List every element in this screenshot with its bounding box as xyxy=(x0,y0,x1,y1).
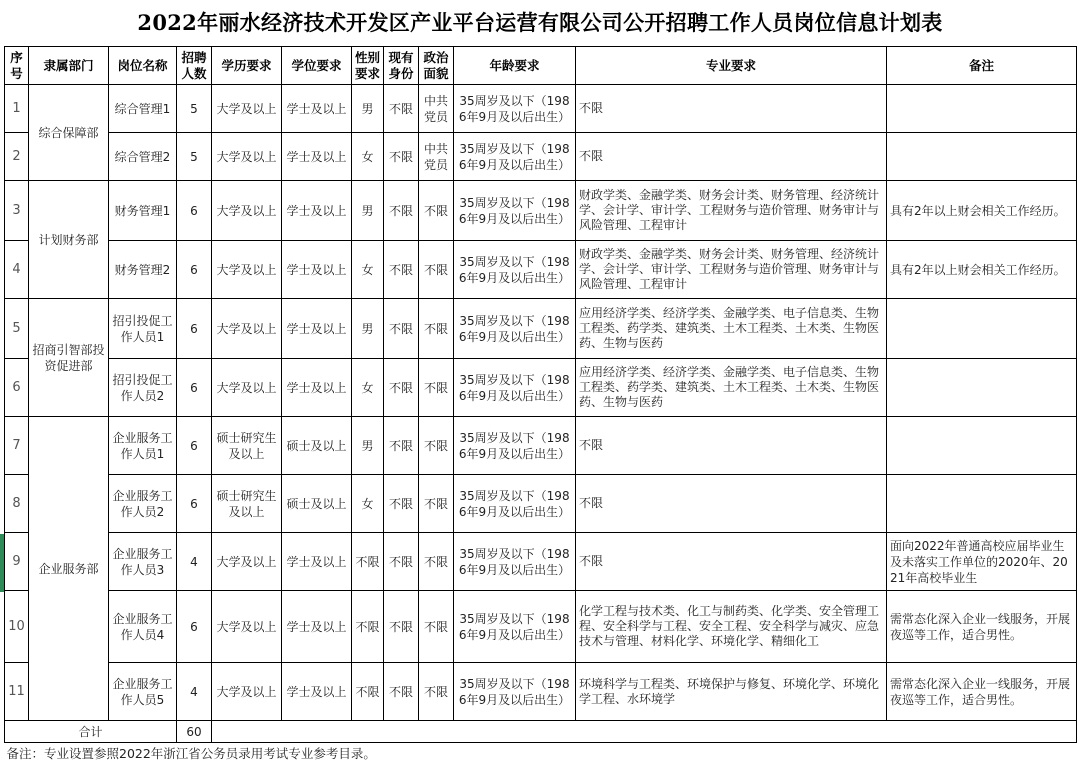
cell-position: 企业服务工作人员5 xyxy=(109,663,177,721)
cell-dept: 招商引智部投资促进部 xyxy=(29,299,109,417)
cell-degree: 学士及以上 xyxy=(282,133,352,181)
table-row xyxy=(5,85,1077,133)
cell-education: 硕士研究生及以上 xyxy=(212,475,282,533)
cell-political: 不限 xyxy=(419,359,454,417)
header-count: 招聘人数 xyxy=(177,47,212,85)
cell-status: 不限 xyxy=(384,359,419,417)
cell-position: 综合管理1 xyxy=(109,85,177,133)
header-education: 学历要求 xyxy=(212,47,282,85)
cell-major: 环境科学与工程类、环境保护与修复、环境化学、环境化学工程、水环境学 xyxy=(576,663,887,721)
cell-index: 8 xyxy=(5,475,29,533)
cell-political: 中共党员 xyxy=(419,85,454,133)
total-label: 合计 xyxy=(5,721,177,743)
cell-gender: 女 xyxy=(352,241,384,299)
cell-status: 不限 xyxy=(384,533,419,591)
table-row xyxy=(5,359,1077,417)
cell-major: 化学工程与技术类、化工与制药类、化学类、安全管理工程、安全科学与工程、安全工程、安全科学与减灾、应急技术与管理、材料化学、环境化学、精细化工 xyxy=(576,591,887,663)
cell-degree: 硕士及以上 xyxy=(282,475,352,533)
cell-major: 财政学类、金融学类、财务会计类、财务管理、经济统计学、会计学、审计学、工程财务与造价管理、财务审计与风险管理、工程审计 xyxy=(576,181,887,241)
cell-position: 财务管理1 xyxy=(109,181,177,241)
cell-count: 6 xyxy=(177,359,212,417)
cell-gender: 不限 xyxy=(352,591,384,663)
cell-education: 大学及以上 xyxy=(212,299,282,359)
cell-degree: 学士及以上 xyxy=(282,299,352,359)
cell-age: 35周岁及以下（1986年9月及以后出生） xyxy=(454,359,576,417)
cell-gender: 不限 xyxy=(352,533,384,591)
recruitment-table xyxy=(4,46,1077,765)
cell-dept: 计划财务部 xyxy=(29,181,109,299)
cell-age: 35周岁及以下（1986年9月及以后出生） xyxy=(454,241,576,299)
table-row xyxy=(5,241,1077,299)
cell-status: 不限 xyxy=(384,417,419,475)
cell-age: 35周岁及以下（1986年9月及以后出生） xyxy=(454,299,576,359)
cell-age: 35周岁及以下（1986年9月及以后出生） xyxy=(454,181,576,241)
header-gender: 性别要求 xyxy=(352,47,384,85)
cell-degree: 学士及以上 xyxy=(282,181,352,241)
footnote-row xyxy=(5,743,1077,765)
table-row xyxy=(5,299,1077,359)
cell-note: 面向2022年普通高校应届毕业生及未落实工作单位的2020年、2021年高校毕业生 xyxy=(887,533,1077,591)
cell-index: 10 xyxy=(5,591,29,663)
cell-index: 11 xyxy=(5,663,29,721)
table-row xyxy=(5,417,1077,475)
total-count: 60 xyxy=(177,721,212,743)
cell-gender: 女 xyxy=(352,359,384,417)
cell-political: 不限 xyxy=(419,591,454,663)
cell-status: 不限 xyxy=(384,591,419,663)
cell-note: 具有2年以上财会相关工作经历。 xyxy=(887,181,1077,241)
cell-dept: 企业服务部 xyxy=(29,417,109,721)
cell-age: 35周岁及以下（1986年9月及以后出生） xyxy=(454,133,576,181)
cell-count: 5 xyxy=(177,85,212,133)
cell-index: 3 xyxy=(5,181,29,241)
cell-major: 财政学类、金融学类、财务会计类、财务管理、经济统计学、会计学、审计学、工程财务与造价管理、财务审计与风险管理、工程审计 xyxy=(576,241,887,299)
cell-age: 35周岁及以下（1986年9月及以后出生） xyxy=(454,591,576,663)
cell-index: 6 xyxy=(5,359,29,417)
cell-note: 需常态化深入企业一线服务，开展夜巡等工作，适合男性。 xyxy=(887,663,1077,721)
cell-position: 招引投促工作人员2 xyxy=(109,359,177,417)
header-index: 序号 xyxy=(5,47,29,85)
cell-major: 不限 xyxy=(576,475,887,533)
cell-age: 35周岁及以下（1986年9月及以后出生） xyxy=(454,85,576,133)
cell-political: 不限 xyxy=(419,299,454,359)
total-row xyxy=(5,721,1077,743)
cell-major: 不限 xyxy=(576,417,887,475)
cell-count: 4 xyxy=(177,663,212,721)
page-title: 2022年丽水经济技术开发区产业平台运营有限公司公开招聘工作人员岗位信息计划表 xyxy=(137,10,943,35)
cell-political: 不限 xyxy=(419,241,454,299)
header-dept: 隶属部门 xyxy=(29,47,109,85)
cell-count: 6 xyxy=(177,241,212,299)
cell-education: 大学及以上 xyxy=(212,133,282,181)
cell-status: 不限 xyxy=(384,299,419,359)
cell-count: 5 xyxy=(177,133,212,181)
cell-age: 35周岁及以下（1986年9月及以后出生） xyxy=(454,475,576,533)
cell-count: 6 xyxy=(177,417,212,475)
cell-education: 大学及以上 xyxy=(212,181,282,241)
cell-index: 9 xyxy=(5,533,29,591)
header-degree: 学位要求 xyxy=(282,47,352,85)
cell-gender: 不限 xyxy=(352,663,384,721)
cell-gender: 女 xyxy=(352,475,384,533)
cell-political: 不限 xyxy=(419,663,454,721)
cell-degree: 学士及以上 xyxy=(282,591,352,663)
cell-age: 35周岁及以下（1986年9月及以后出生） xyxy=(454,533,576,591)
table-row xyxy=(5,181,1077,241)
cell-position: 企业服务工作人员3 xyxy=(109,533,177,591)
cell-gender: 男 xyxy=(352,85,384,133)
cell-count: 6 xyxy=(177,299,212,359)
cell-age: 35周岁及以下（1986年9月及以后出生） xyxy=(454,663,576,721)
cell-major: 不限 xyxy=(576,533,887,591)
cell-note xyxy=(887,85,1077,133)
cell-position: 企业服务工作人员2 xyxy=(109,475,177,533)
cell-note xyxy=(887,417,1077,475)
cell-education: 大学及以上 xyxy=(212,663,282,721)
cell-education: 大学及以上 xyxy=(212,533,282,591)
cell-note: 具有2年以上财会相关工作经历。 xyxy=(887,241,1077,299)
header-note: 备注 xyxy=(887,47,1077,85)
cell-major: 不限 xyxy=(576,85,887,133)
cell-major: 应用经济学类、经济学类、金融学类、电子信息类、生物工程类、药学类、建筑类、土木工程类、土木类、生物医药、生物与医药 xyxy=(576,299,887,359)
header-major: 专业要求 xyxy=(576,47,887,85)
table-row xyxy=(5,133,1077,181)
cell-major: 应用经济学类、经济学类、金融学类、电子信息类、生物工程类、药学类、建筑类、土木工程类、土木类、生物医药、生物与医药 xyxy=(576,359,887,417)
cell-political: 不限 xyxy=(419,417,454,475)
cell-status: 不限 xyxy=(384,181,419,241)
cell-degree: 学士及以上 xyxy=(282,359,352,417)
cell-count: 6 xyxy=(177,181,212,241)
table-row xyxy=(5,533,1077,591)
cell-gender: 男 xyxy=(352,181,384,241)
cell-index: 7 xyxy=(5,417,29,475)
footnote: 备注：专业设置参照2022年浙江省公务员录用考试专业参考目录。 xyxy=(5,743,1077,765)
cell-index: 2 xyxy=(5,133,29,181)
cell-political: 不限 xyxy=(419,533,454,591)
cell-position: 招引投促工作人员1 xyxy=(109,299,177,359)
cell-note xyxy=(887,475,1077,533)
cell-index: 4 xyxy=(5,241,29,299)
cell-status: 不限 xyxy=(384,133,419,181)
row-selection-marker xyxy=(0,534,4,592)
header-age: 年龄要求 xyxy=(454,47,576,85)
cell-education: 大学及以上 xyxy=(212,241,282,299)
table-row xyxy=(5,591,1077,663)
cell-political: 不限 xyxy=(419,475,454,533)
cell-degree: 学士及以上 xyxy=(282,241,352,299)
cell-note xyxy=(887,299,1077,359)
header-political: 政治面貌 xyxy=(419,47,454,85)
header-status: 现有身份 xyxy=(384,47,419,85)
cell-status: 不限 xyxy=(384,663,419,721)
header-position: 岗位名称 xyxy=(109,47,177,85)
cell-position: 综合管理2 xyxy=(109,133,177,181)
cell-gender: 女 xyxy=(352,133,384,181)
cell-position: 企业服务工作人员4 xyxy=(109,591,177,663)
table-row xyxy=(5,475,1077,533)
cell-degree: 硕士及以上 xyxy=(282,417,352,475)
cell-status: 不限 xyxy=(384,475,419,533)
cell-gender: 男 xyxy=(352,299,384,359)
cell-index: 5 xyxy=(5,299,29,359)
cell-position: 财务管理2 xyxy=(109,241,177,299)
cell-note xyxy=(887,133,1077,181)
cell-position: 企业服务工作人员1 xyxy=(109,417,177,475)
cell-count: 6 xyxy=(177,475,212,533)
cell-political: 不限 xyxy=(419,181,454,241)
header-row xyxy=(5,47,1077,85)
cell-age: 35周岁及以下（1986年9月及以后出生） xyxy=(454,417,576,475)
cell-gender: 男 xyxy=(352,417,384,475)
cell-education: 大学及以上 xyxy=(212,359,282,417)
cell-count: 4 xyxy=(177,533,212,591)
cell-count: 6 xyxy=(177,591,212,663)
cell-dept: 综合保障部 xyxy=(29,85,109,181)
table-row xyxy=(5,663,1077,721)
cell-degree: 学士及以上 xyxy=(282,85,352,133)
cell-status: 不限 xyxy=(384,85,419,133)
total-empty xyxy=(212,721,1077,743)
cell-index: 1 xyxy=(5,85,29,133)
cell-major: 不限 xyxy=(576,133,887,181)
cell-education: 大学及以上 xyxy=(212,85,282,133)
cell-political: 中共党员 xyxy=(419,133,454,181)
cell-status: 不限 xyxy=(384,241,419,299)
cell-education: 大学及以上 xyxy=(212,591,282,663)
cell-education: 硕士研究生及以上 xyxy=(212,417,282,475)
cell-note: 需常态化深入企业一线服务，开展夜巡等工作，适合男性。 xyxy=(887,591,1077,663)
cell-note xyxy=(887,359,1077,417)
cell-degree: 学士及以上 xyxy=(282,533,352,591)
cell-degree: 学士及以上 xyxy=(282,663,352,721)
